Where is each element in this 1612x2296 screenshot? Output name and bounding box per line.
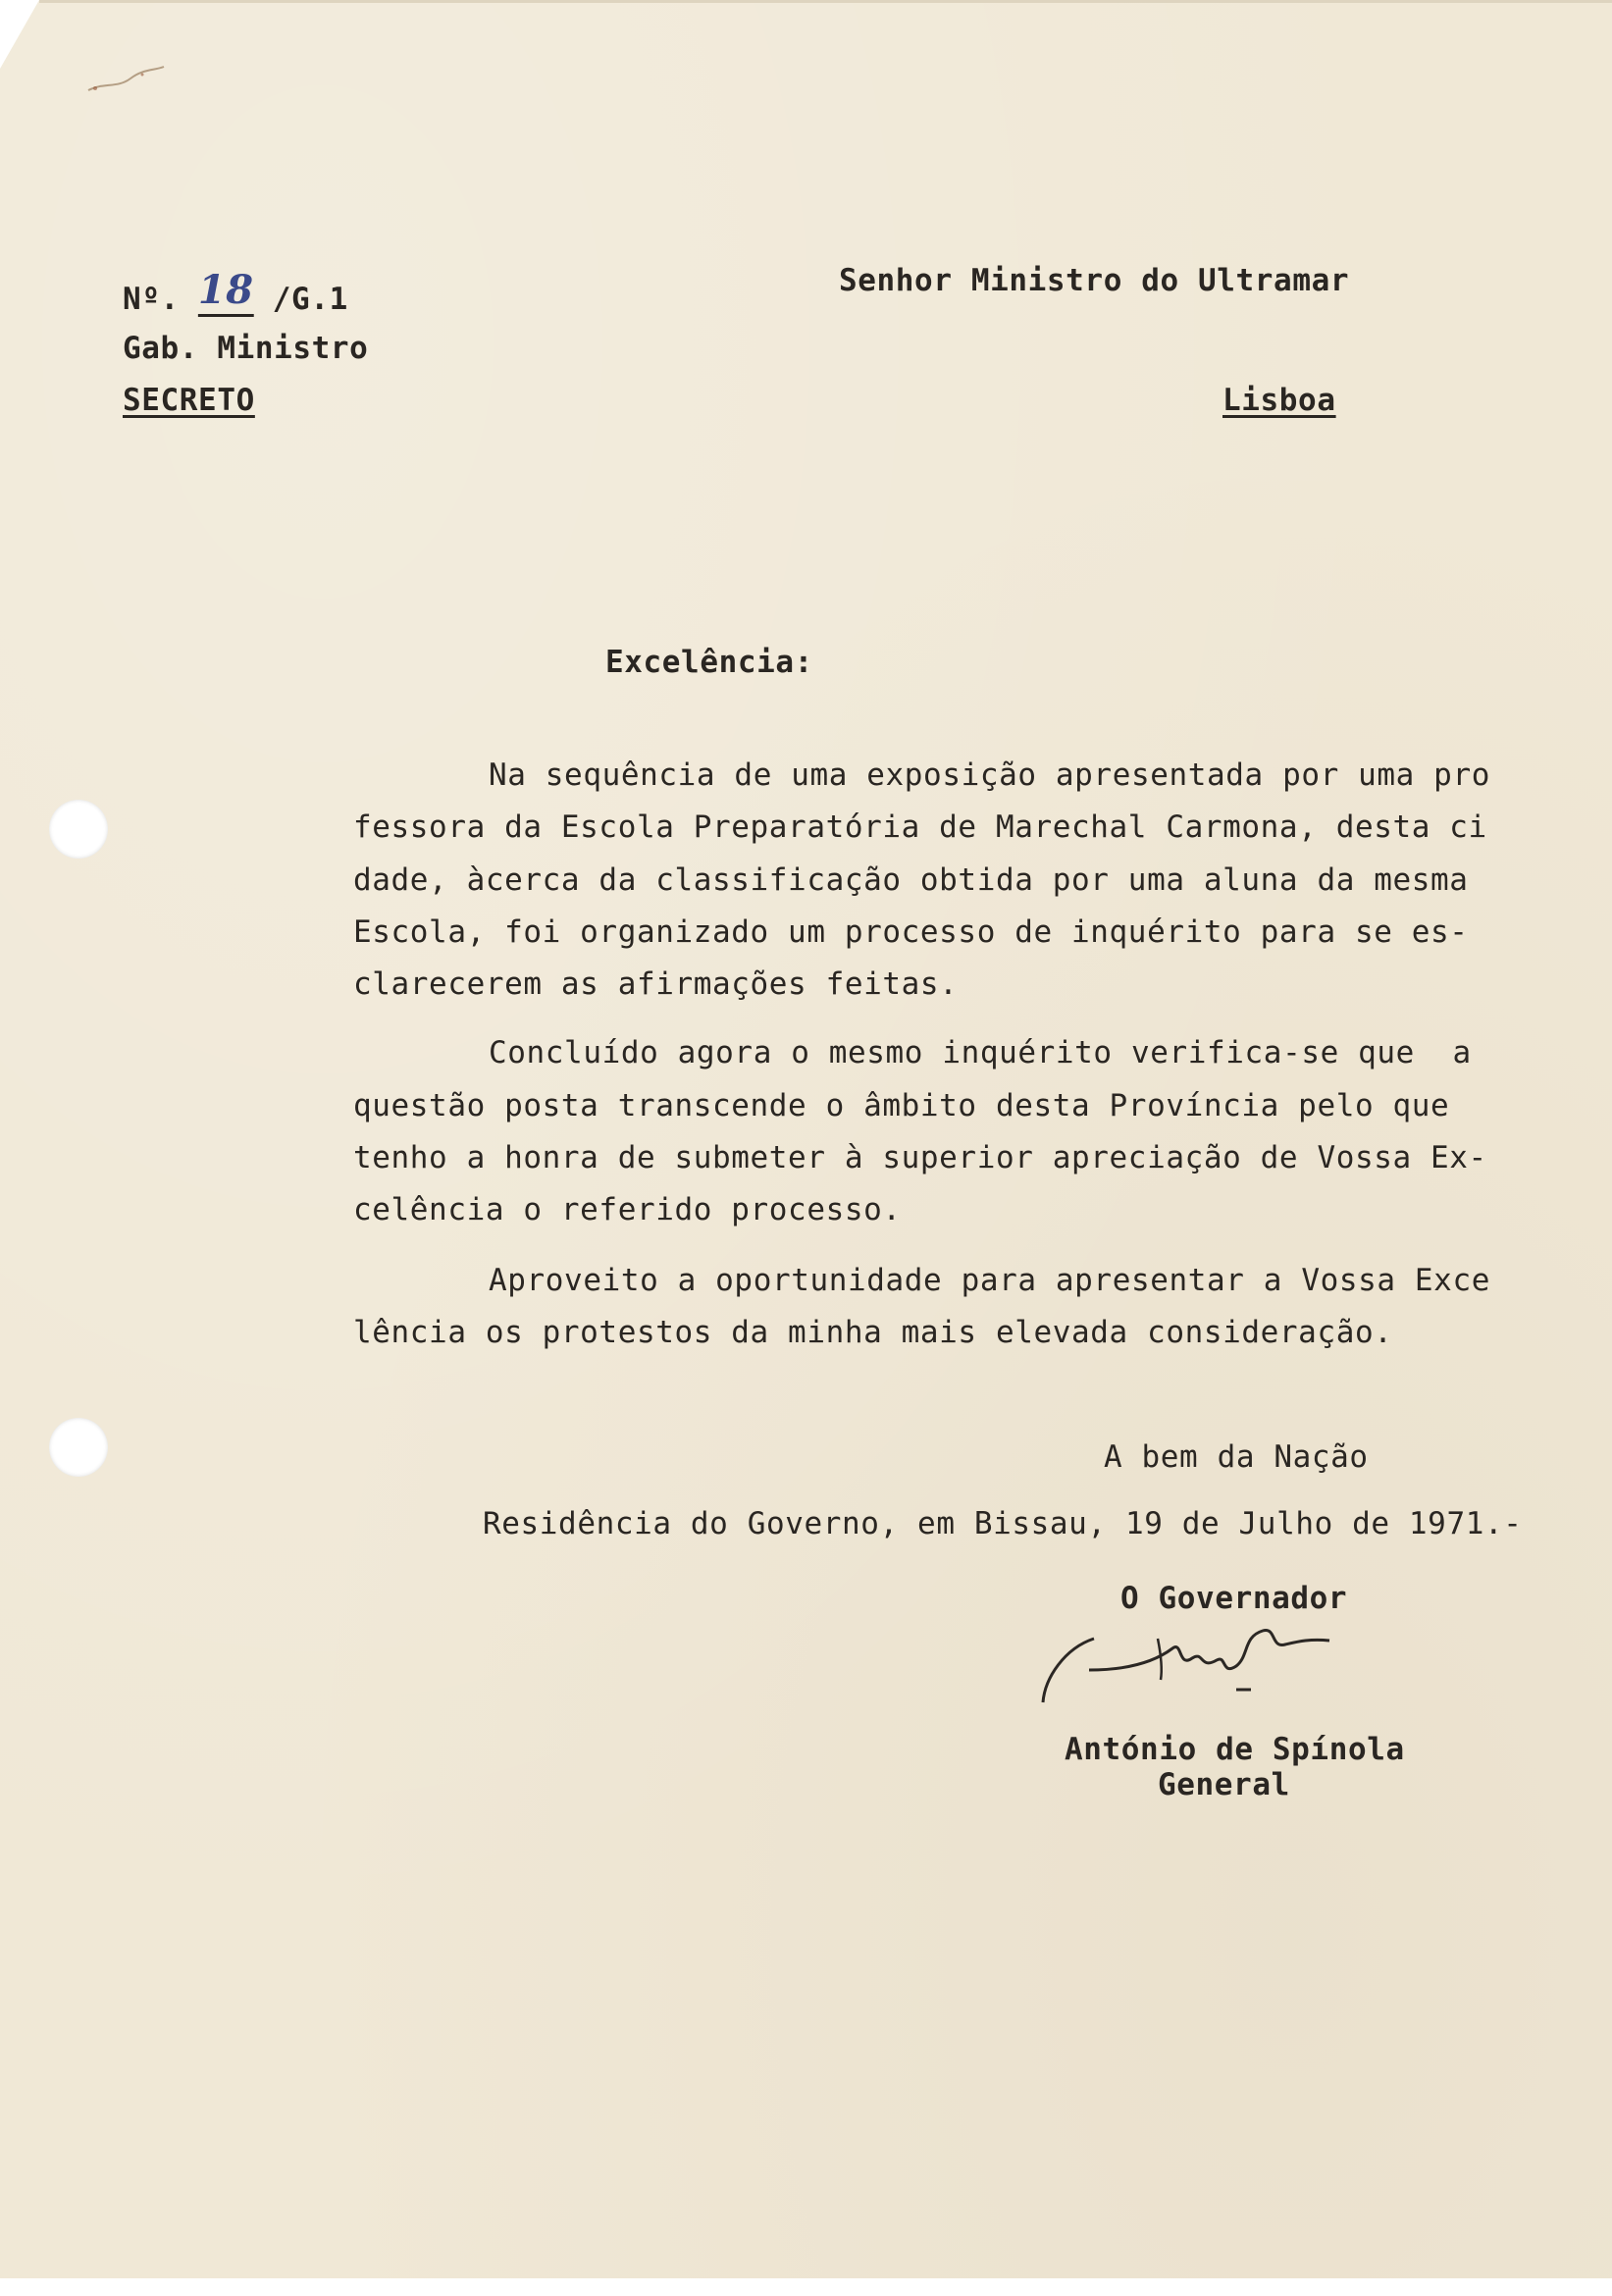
paragraph-1-line: clarecerem as afirmações feitas.	[353, 966, 959, 1002]
paragraph-2-line: questão posta transcende o âmbito desta Província pelo que	[353, 1088, 1450, 1123]
paragraph-3-line: lência os protestos da minha mais elevada consideração.	[353, 1315, 1393, 1350]
office-label: Gab. Ministro	[123, 331, 369, 366]
paragraph-2-line: Concluído agora o mesmo inquérito verifica-se que a	[489, 1035, 1472, 1070]
paragraph-1-line: dade, àcerca da classificação obtida por uma aluna da mesma	[353, 862, 1469, 898]
paper-top-edge	[39, 0, 1612, 3]
classification-label: SECRETO	[123, 383, 255, 418]
paragraph-3-line: Aproveito a oportunidade para apresentar a Vossa Exce	[489, 1263, 1490, 1298]
paragraph-2-line: celência o referido processo.	[353, 1192, 902, 1227]
number-suffix: /G.1	[272, 282, 348, 317]
handwritten-signature	[1035, 1609, 1349, 1717]
signatory-title: O Governador	[1120, 1581, 1348, 1616]
number-prefix: Nº.	[123, 282, 180, 317]
recipient-line: Senhor Ministro do Ultramar	[839, 263, 1350, 298]
paragraph-1-line: fessora da Escola Preparatória de Marechal Carmona, desta ci	[353, 809, 1487, 845]
closing-motto: A bem da Nação	[1104, 1439, 1369, 1475]
reference-number	[123, 267, 348, 317]
ink-smudge-mark	[83, 61, 172, 100]
salutation: Excelência:	[605, 645, 813, 680]
signatory-name: António de Spínola	[1065, 1732, 1405, 1767]
paragraph-2-line: tenho a honra de submeter à superior apreciação de Vossa Ex-	[353, 1140, 1487, 1175]
handwritten-number: 18	[197, 267, 254, 313]
punch-hole-upper	[49, 800, 108, 859]
place-and-date: Residência do Governo, em Bissau, 19 de Julho de 1971.-	[483, 1506, 1523, 1541]
number-blank	[180, 267, 273, 316]
paragraph-1-line: Escola, foi organizado um processo de inquérito para se es-	[353, 914, 1469, 950]
paragraph-1-line: Na sequência de uma exposição apresentada por uma pro	[489, 757, 1490, 793]
signatory-rank: General	[1158, 1767, 1290, 1802]
folded-corner	[0, 0, 39, 69]
recipient-city: Lisboa	[1222, 383, 1336, 418]
punch-hole-lower	[49, 1418, 108, 1477]
